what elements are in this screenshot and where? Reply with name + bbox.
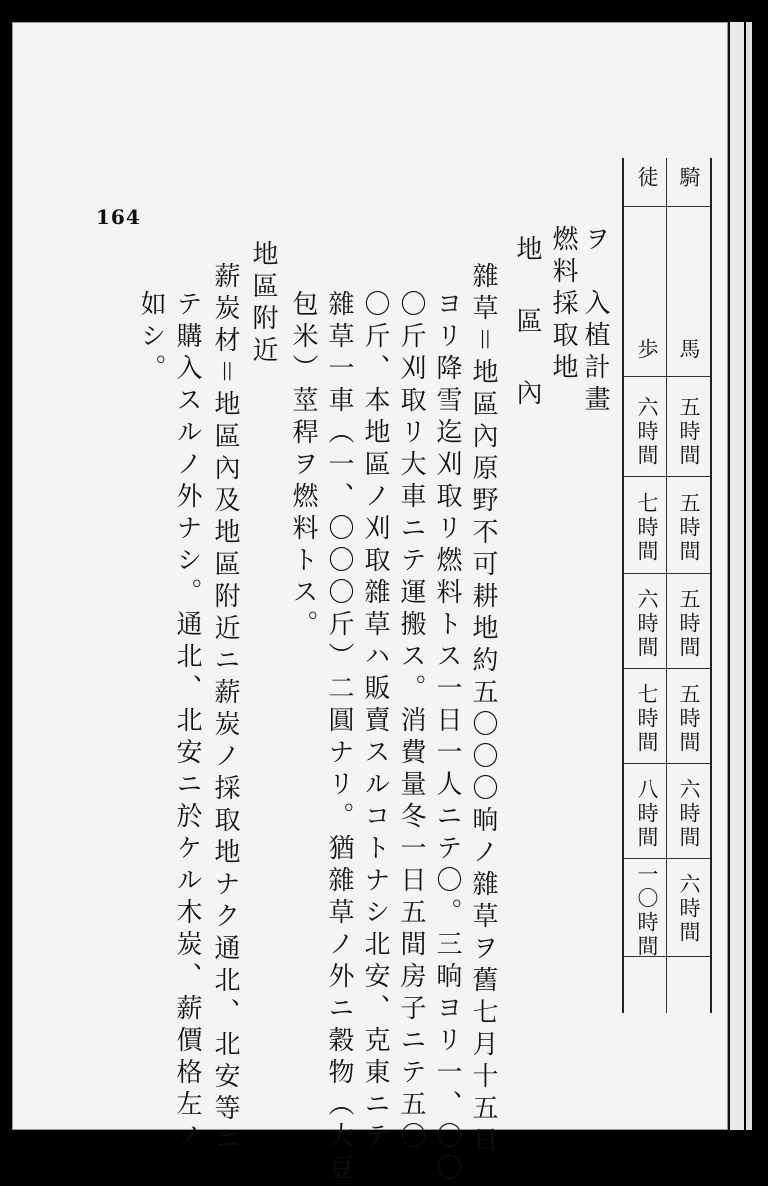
table-cell: 七時間	[635, 683, 660, 755]
paragraph-line: 雜草一車（一、〇〇〇斤）二圓ナリ。猶雜草ノ外ニ穀物（大豆	[324, 290, 354, 1186]
book-spine-edge	[746, 22, 752, 1130]
table-row-divider	[624, 476, 710, 477]
paragraph-line: テ購入スルノ外ナシ。通北、北安ニ於ケル木炭、薪價格左ノ	[172, 290, 202, 1154]
paragraph-line: 〇斤、本地區ノ刈取雜草ハ販賣スルコトナシ北安、克東ニテ	[360, 290, 390, 1154]
section-title: ヲ 入植計畫	[580, 225, 610, 417]
table-column-divider	[666, 158, 667, 1013]
table-row-divider	[624, 763, 710, 764]
heading-fuel-collection: 燃料採取地	[548, 225, 578, 385]
table-cell: 五時間	[677, 683, 702, 755]
book-spine	[730, 22, 744, 1130]
table-cell: 八時間	[635, 778, 660, 850]
table-cell: 六時間	[635, 396, 660, 468]
paragraph-line: 薪炭材＝地區內及地區附近ニ薪炭ノ採取地ナク通北、北安等ニ	[210, 262, 240, 1158]
table-cell: 一〇時間	[635, 863, 660, 959]
heading-near-district: 地區附近	[248, 240, 278, 368]
table-cell: 五時間	[677, 492, 702, 564]
table-cell: 六時間	[635, 588, 660, 660]
paragraph-line: 雜草＝地區內原野不可耕地約五〇〇〇晌ノ雜草ヲ舊七月十五日	[468, 262, 498, 1158]
table-header-cavalry: 騎	[677, 166, 702, 190]
paragraph-line: 〇斤刈取リ大車ニテ運搬ス。消費量冬一日五間房子ニテ五〇	[396, 290, 426, 1154]
table-cell: 七時間	[635, 492, 660, 564]
table-cell: 六時間	[677, 873, 702, 945]
table-cell: 六時間	[677, 778, 702, 850]
table-cell: 馬	[677, 338, 702, 362]
table-row-divider	[624, 668, 710, 669]
table-row-divider	[624, 206, 710, 207]
table-cell: 五時間	[677, 396, 702, 468]
travel-time-table	[622, 158, 712, 1013]
paragraph-line: 如シ。	[136, 290, 166, 386]
table-cell: 歩	[635, 338, 660, 362]
page-number: 164	[96, 205, 141, 229]
table-row-divider	[624, 573, 710, 574]
table-row-divider	[624, 376, 710, 377]
paragraph-line: ヨリ降雪迄刈取リ燃料トス一日一人ニテ〇。三晌ヨリ一、〇〇	[432, 290, 462, 1186]
heading-inside-district: 地 區 內	[512, 235, 542, 415]
paragraph-line: 包米）莖稈ヲ燃料トス。	[288, 290, 318, 642]
table-row-divider	[624, 858, 710, 859]
table-header-foot: 徒	[635, 166, 660, 190]
table-cell: 五時間	[677, 588, 702, 660]
